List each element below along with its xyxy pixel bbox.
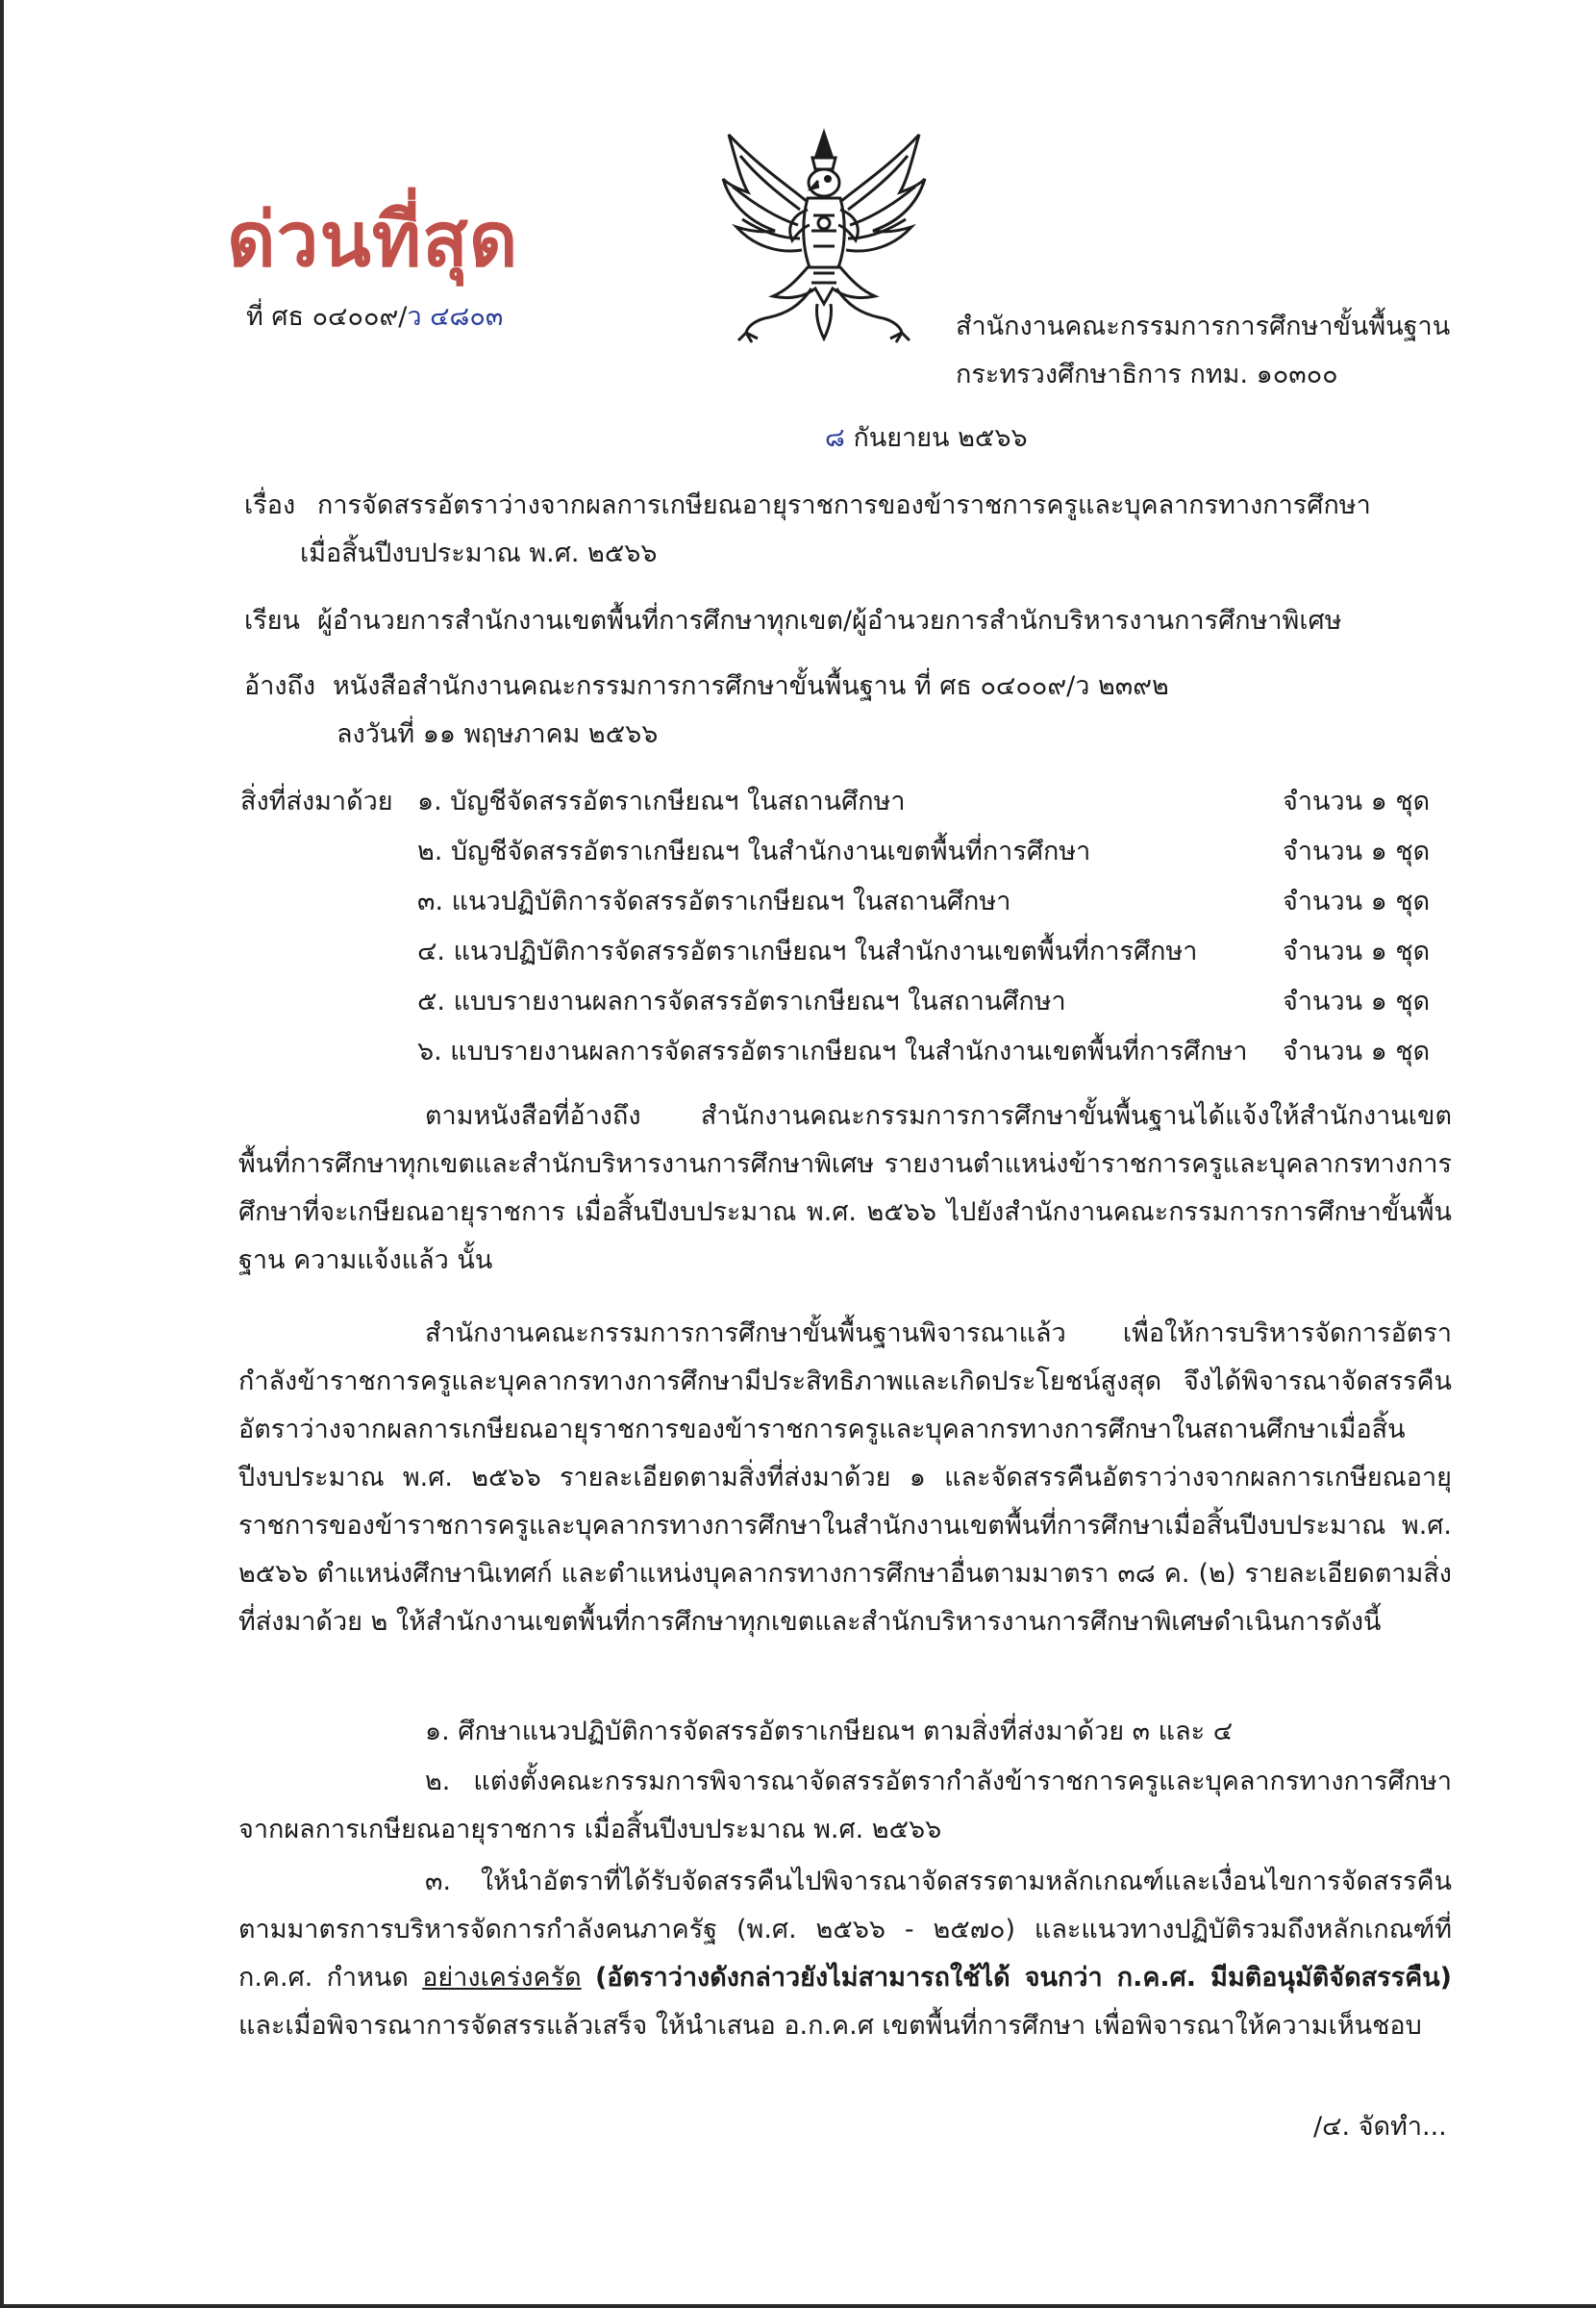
attachment-text: ๒. บัญชีจัดสรรอัตราเกษียณฯ ในสำนักงานเขตพื้นที่การศึกษา — [417, 837, 1091, 866]
subject-label: เรื่อง — [244, 490, 296, 520]
attachment-item — [417, 1035, 1456, 1069]
continuation-marker: /๔. จัดทำ... — [1313, 2112, 1447, 2142]
garuda-emblem-icon — [719, 127, 929, 344]
action-item-1: ๑. ศึกษาแนวปฏิบัติการจัดสรรอัตราเกษียณฯ ตามสิ่งที่ส่งมาด้วย ๓ และ ๔ — [425, 1717, 1234, 1746]
date-month-year: กันยายน ๒๕๖๖ — [853, 423, 1028, 453]
attachment-item — [417, 885, 1456, 919]
attachments-label: สิ่งที่ส่งมาด้วย — [240, 787, 393, 816]
body-paragraph-1: ตามหนังสือที่อ้างถึง สำนักงานคณะกรรมการการศึกษาขั้นพื้นฐานได้แจ้งให้สำนักงานเขตพื้นที่การศึกษาทุกเขตและสำนักบริหารงานการศึกษาพิเศษ รายงานตำแหน่งข้าราชการครูและบุคลากรทางการศึกษาที่จะเกษียณอายุราชการ เมื่อสิ้นปีงบประมาณ พ.ศ. ๒๕๖๖ ไปยังสำนักงานคณะกรรมการการศึกษาขั้นพื้นฐาน ความแจ้งแล้ว นั้น — [238, 1101, 1452, 1275]
attachment-text: ๓. แนวปฏิบัติการจัดสรรอัตราเกษียณฯ ในสถานศึกษา — [417, 887, 1011, 916]
attachment-item — [417, 785, 1456, 819]
action-item-3-text: ๓. ให้นำอัตราที่ได้รับจัดสรรคืนไปพิจารณาจัดสรรตามหลักเกณฑ์และเงื่อนไขการจัดสรรคืนตามมาตรการบริหารจัดการกำลังคนภาครัฐ (พ.ศ. ๒๕๖๖ - ๒๕๗๐) และแนวทางปฏิบัติรวมถึงหลักเกณฑ์ที่ ก.ค.ศ. กำหนด — [238, 1867, 1452, 1993]
attachment-count: จำนวน ๑ ชุด — [1283, 987, 1431, 1016]
action-item-3 — [238, 1858, 1452, 2050]
bold-note: (อัตราว่างดังกล่าวยังไม่สามารถใช้ได้ จนกว่า ก.ค.ศ. มีมติอนุมัติจัดสรรคืน) — [594, 1963, 1452, 1993]
attachment-count: จำนวน ๑ ชุด — [1283, 1037, 1431, 1066]
attachment-count: จำนวน ๑ ชุด — [1283, 787, 1431, 816]
office-address: กระทรวงศึกษาธิการ กทม. ๑๐๓๐๐ — [956, 360, 1338, 389]
reference-line-1: หนังสือสำนักงานคณะกรรมการการศึกษาขั้นพื้นฐาน ที่ ศธ ๐๔๐๐๙/ว ๒๓๙๒ — [333, 671, 1169, 701]
date-day-handwritten: ๘ — [825, 423, 845, 453]
reference-line-2: ลงวันที่ ๑๑ พฤษภาคม ๒๕๖๖ — [337, 719, 659, 749]
urgency-stamp: ด่วนที่สุด — [227, 197, 519, 284]
document-number — [246, 300, 503, 335]
recipient-text: ผู้อำนวยการสำนักงานเขตพื้นที่การศึกษาทุกเขต/ผู้อำนวยการสำนักบริหารงานการศึกษาพิเศษ — [317, 606, 1342, 636]
attachment-count: จำนวน ๑ ชุด — [1283, 887, 1431, 916]
attachment-text: ๖. แบบรายงานผลการจัดสรรอัตราเกษียณฯ ในสำนักงานเขตพื้นที่การศึกษา — [417, 1037, 1248, 1066]
attachment-count: จำนวน ๑ ชุด — [1283, 937, 1431, 966]
attachment-item — [417, 935, 1456, 969]
attachment-count: จำนวน ๑ ชุด — [1283, 837, 1431, 866]
attachment-item — [417, 835, 1456, 869]
attachment-text: ๑. บัญชีจัดสรรอัตราเกษียณฯ ในสถานศึกษา — [417, 787, 906, 816]
document-date — [825, 421, 1028, 456]
action-item-3-end: และเมื่อพิจารณาการจัดสรรแล้วเสร็จ ให้นำเสนอ อ.ก.ค.ศ เขตพื้นที่การศึกษา เพื่อพิจารณาให้ความเห็นชอบ — [238, 2011, 1422, 2041]
document-number-handwritten: ว ๔๘๐๓ — [407, 302, 504, 332]
body-paragraph-2: สำนักงานคณะกรรมการการศึกษาขั้นพื้นฐานพิจารณาแล้ว เพื่อให้การบริหารจัดการอัตรากำลังข้าราชการครูและบุคลากรทางการศึกษามีประสิทธิภาพและเกิดประโยชน์สูงสุด จึงได้พิจารณาจัดสรรคืนอัตราว่างจากผลการเกษียณอายุราชการของข้าราชการครูและบุคลากรทางการศึกษาในสถานศึกษาเมื่อสิ้นปีงบประมาณ พ.ศ. ๒๕๖๖ รายละเอียดตามสิ่งที่ส่งมาด้วย ๑ และจัดสรรคืนอัตราว่างจากผลการเกษียณอายุราชการของข้าราชการครูและบุคลากรทางการศึกษาในสำนักงานเขตพื้นที่การศึกษาเมื่อสิ้นปีงบประมาณ พ.ศ. ๒๕๖๖ ตำแหน่งศึกษานิเทศก์ และตำแหน่งบุคลากรทางการศึกษาอื่นตามมาตรา ๓๘ ค. (๒) รายละเอียดตามสิ่งที่ส่งมาด้วย ๒ ให้สำนักงานเขตพื้นที่การศึกษาทุกเขตและสำนักบริหารงานการศึกษาพิเศษดำเนินการดังนี้ — [238, 1318, 1452, 1637]
attachment-text: ๕. แบบรายงานผลการจัดสรรอัตราเกษียณฯ ในสถานศึกษา — [417, 987, 1066, 1016]
reference-label: อ้างถึง — [244, 671, 316, 701]
strict-emphasis: อย่างเคร่งครัด — [422, 1963, 582, 1993]
action-item-2: ๒. แต่งตั้งคณะกรรมการพิจารณาจัดสรรอัตรากำลังข้าราชการครูและบุคลากรทางการศึกษาจากผลการเกษียณอายุราชการ เมื่อสิ้นปีงบประมาณ พ.ศ. ๒๕๖๖ — [238, 1767, 1452, 1844]
recipient-label: เรียน — [244, 606, 301, 636]
office-name: สำนักงานคณะกรรมการการศึกษาขั้นพื้นฐาน — [956, 312, 1451, 341]
attachment-text: ๔. แนวปฏิบัติการจัดสรรอัตราเกษียณฯ ในสำนักงานเขตพื้นที่การศึกษา — [417, 937, 1198, 966]
document-number-prefix: ที่ ศธ ๐๔๐๐๙/ — [246, 302, 408, 332]
subject-line-1: การจัดสรรอัตราว่างจากผลการเกษียณอายุราชการของข้าราชการครูและบุคลากรทางการศึกษา — [317, 490, 1371, 520]
subject-line-2: เมื่อสิ้นปีงบประมาณ พ.ศ. ๒๕๖๖ — [300, 539, 658, 568]
attachment-item — [417, 985, 1456, 1019]
